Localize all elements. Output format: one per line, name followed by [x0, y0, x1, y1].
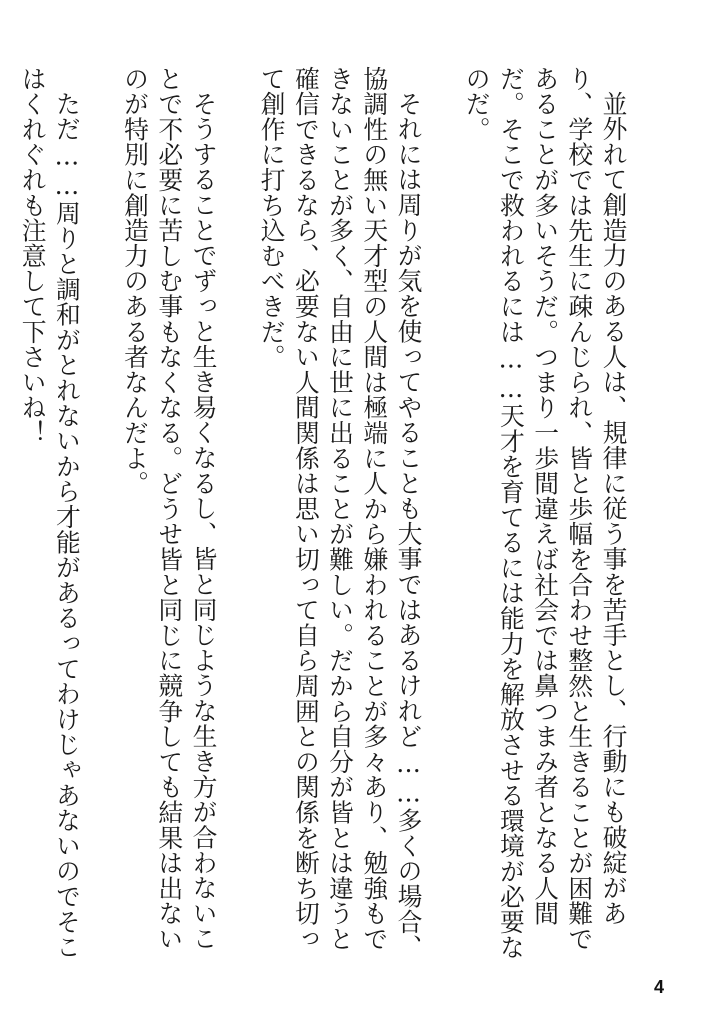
paragraph-1: 並外れて創造力のある人は、規律に従う事を苦手とし、行動にも破綻があり、学校では先生に疎んじられ、皆と歩幅を合わせ整然と生きることが困難であることが多いそうだ。つまり一歩間違えば社会では鼻つまみ者となる人間だ。そこで救われるには……天才を育てるには能力を解放させる環境が必要なのだ。: [462, 66, 628, 960]
vertical-body-text: [18, 66, 630, 966]
paragraph-2: それには周りが気を使ってやることも大事ではあるけれど……多くの場合、協調性の無い天才型の人間は極端に人から嫌われることが多々あり、勉強もできないことが多く、自由に世に出ることが難しい。だから自分が皆とは違うと確信できるなら、必要ない人間関係は思い切って自ら周囲との関係を断ち切って創作に打ち込むべきだ。: [257, 66, 423, 960]
paragraph-3: そうすることでずっと生き易くなるし、皆と同じような生き方が合わないことで不必要に苦しむ事もなくなる。どうせ皆と同じに競争しても結果は出ないのが特別に創造力のある者なんだよ。: [120, 66, 218, 952]
paragraph-4: ただ……周りと調和がとれないから才能があるってわけじゃあないのでそこはくれぐれも注意して下さいね！: [18, 66, 82, 960]
page-number: 4: [653, 977, 664, 997]
